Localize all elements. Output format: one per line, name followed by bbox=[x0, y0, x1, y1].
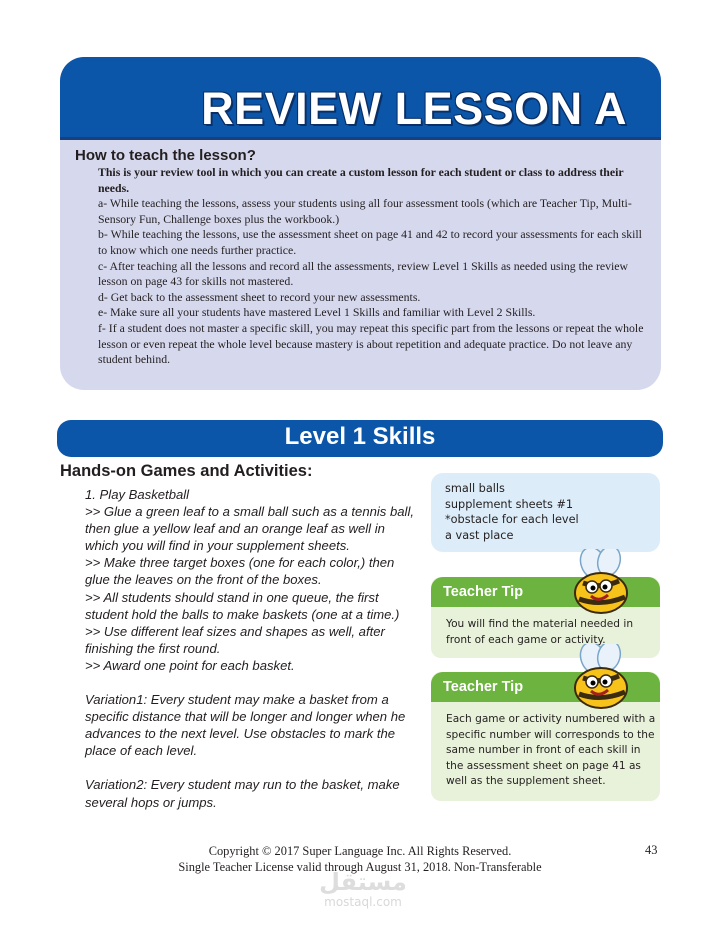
review-intro: This is your review tool in which you can create a custom lesson for each student or class to address their needs. bbox=[98, 165, 624, 195]
bee-icon bbox=[559, 549, 639, 619]
activity-line: >> Make three target boxes (one for each color,) then glue the leaves on the front of the boxes. bbox=[85, 555, 395, 588]
watermark bbox=[303, 868, 423, 908]
review-step-d: d- Get back to the assessment sheet to record your new assessments. bbox=[98, 289, 421, 304]
material-item: *obstacle for each level bbox=[445, 513, 579, 527]
level-title: Level 1 Skills bbox=[284, 423, 436, 450]
review-step-e: e- Make sure all your students have mastered Level 1 Skills and familiar with Level 2 Skills. bbox=[98, 305, 536, 320]
activity-line: >> Glue a green leaf to a small ball such as a tennis ball, then glue a yellow leaf and an orange leaf as well in which you will find in your supplement sheets. bbox=[85, 504, 414, 554]
teacher-tip-text: Each game or activity numbered with a specific number will corresponds to the same number in front of each skill in the assessment sheet on page 41 as well as the supplement sheet. bbox=[446, 713, 656, 787]
teacher-tip-box bbox=[431, 672, 660, 801]
activity-line: >> Use different leaf sizes and shapes as well, after finishing the first round. bbox=[85, 623, 385, 656]
review-header bbox=[60, 57, 661, 140]
review-instructions bbox=[98, 165, 647, 368]
watermark-logo: مستقل bbox=[319, 868, 407, 896]
review-step-b: b- While teaching the lessons, use the assessment sheet on page 41 and 42 to record your assessments for each skill to know which one needs further practice. bbox=[98, 227, 642, 257]
materials-box bbox=[431, 473, 660, 552]
material-item: supplement sheets #1 bbox=[445, 497, 574, 511]
activity-line: >> All students should stand in one queue, the first student hold the balls to make baskets (one at a time.) bbox=[85, 589, 400, 622]
how-to-teach-heading: How to teach the lesson? bbox=[75, 147, 256, 164]
review-step-f: f- If a student does not master a specific skill, you may repeat this specific part from the lessons or repeat the whole lesson or even repeat the whole level because mastery is about repetition and adequate practice. Do not leave any student behind. bbox=[98, 320, 644, 367]
variation-2: Variation2: Every student may run to the basket, make several hops or jumps. bbox=[85, 777, 400, 810]
watermark-site: mostaql.com bbox=[324, 895, 402, 909]
review-title: REVIEW LESSON A bbox=[201, 83, 627, 134]
copyright-text: Copyright © 2017 Super Language Inc. All Rights Reserved. bbox=[208, 844, 512, 858]
page-number: 43 bbox=[645, 843, 658, 857]
teacher-tip-label: Teacher Tip bbox=[443, 679, 524, 695]
hands-on-heading: Hands-on Games and Activities: bbox=[60, 462, 313, 480]
activity-line: >> Award one point for each basket. bbox=[85, 657, 295, 673]
level-1-skills-bar bbox=[57, 420, 663, 457]
license-text: Single Teacher License valid through August 31, 2018. Non-Transferable bbox=[178, 860, 542, 874]
variation-1: Variation1: Every student may make a basket from a specific distance that will be longer and longer when he advances to the next level. Use obstacles to mark the place of each level. bbox=[85, 692, 406, 759]
material-item: small balls bbox=[445, 482, 505, 495]
teacher-tip-text: You will find the material needed in front of each game or activity. bbox=[446, 618, 634, 646]
review-step-a: a- While teaching the lessons, assess your students using all four assessment tools (which are Teacher Tip, Multi-Sensory Fun, Challenge boxes plus the workbook.) bbox=[98, 196, 632, 226]
bee-icon bbox=[559, 644, 639, 714]
activity-basketball bbox=[85, 486, 420, 811]
material-item: a vast place bbox=[445, 528, 514, 542]
review-body bbox=[75, 147, 647, 368]
spacer bbox=[85, 674, 420, 691]
teacher-tip-label: Teacher Tip bbox=[443, 584, 524, 600]
activity-title: 1. Play Basketball bbox=[85, 487, 190, 502]
review-step-c: c- After teaching all the lessons and record all the assessments, review Level 1 Skills as needed using the review lesson on page 43 for skills not mastered. bbox=[98, 258, 629, 289]
spacer bbox=[85, 759, 420, 776]
review-lesson-box bbox=[60, 57, 661, 390]
